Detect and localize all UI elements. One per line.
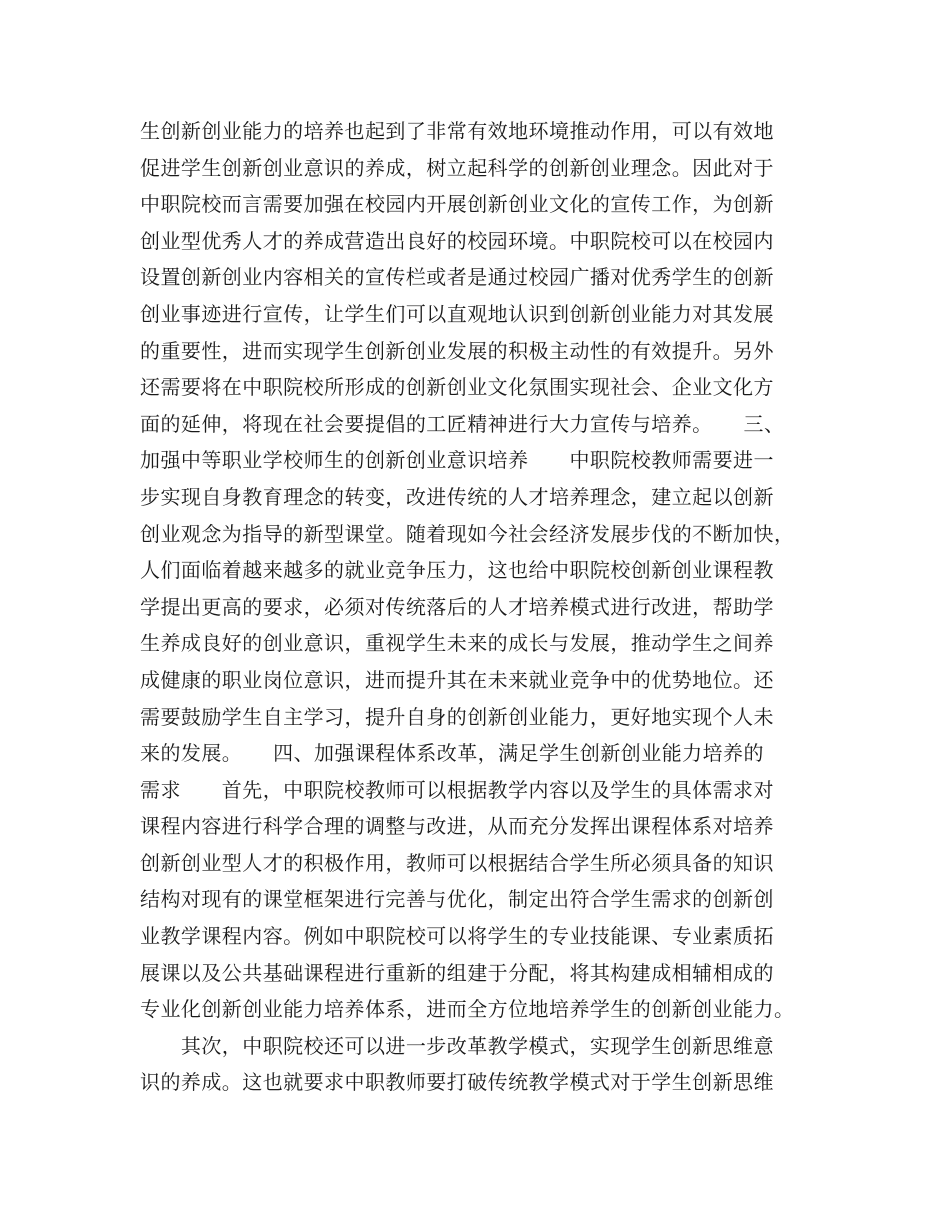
text-line-9: 面的延伸，将现在社会要提倡的工匠精神进行大力宣传与培养。 三、 [140, 411, 785, 436]
text-line-6: 创业事迹进行宣传，让学生们可以直观地认识到创新创业能力对其发展 [140, 301, 774, 326]
text-line-27: 识的养成。这也就要求中职教师要打破传统教学模式对于学生创新思维 [140, 1070, 774, 1095]
text-line-1: 生创新创业能力的培养也起到了非常有效地环境推动作用，可以有效地 [140, 119, 774, 143]
text-line-18: 来的发展。 四、加强课程体系改革，满足学生创新创业能力培养的 [140, 741, 764, 766]
text-line-23: 业教学课程内容。例如中职院校可以将学生的专业技能课、专业素质拓 [140, 924, 774, 949]
text-line-24: 展课以及公共基础课程进行重新的组建于分配，将其构建成相辅相成的 [140, 960, 774, 985]
text-line-2: 促进学生创新创业意识的养成，树立起科学的创新创业理念。因此对于 [140, 155, 774, 180]
text-line-21: 创新创业型人才的积极作用，教师可以根据结合学生所必须具备的知识 [140, 850, 774, 875]
text-line-16: 成健康的职业岗位意识，进而提升其在未来就业竞争中的优势地位。还 [140, 667, 774, 692]
text-line-17: 需要鼓励学生自主学习，提升自身的创新创业能力，更好地实现个人未 [140, 704, 774, 729]
text-line-25: 专业化创新创业能力培养体系，进而全方位地培养学生的创新创业能力。 [140, 997, 795, 1022]
text-line-20: 课程内容进行科学合理的调整与改进，从而充分发挥出课程体系对培养 [140, 814, 774, 839]
text-line-15: 生养成良好的创业意识，重视学生未来的成长与发展，推动学生之间养 [140, 631, 774, 656]
text-line-26: 其次，中职院校还可以进一步改革教学模式，实现学生创新思维意 [140, 1033, 774, 1058]
text-line-7: 的重要性，进而实现学生创新创业发展的积极主动性的有效提升。另外 [140, 338, 774, 363]
text-line-8: 还需要将在中职院校所形成的创新创业文化氛围实现社会、企业文化方 [140, 375, 774, 400]
text-line-14: 学提出更高的要求，必须对传统落后的人才培养模式进行改进，帮助学 [140, 594, 774, 619]
text-line-11: 步实现自身教育理念的转变，改进传统的人才培养理念，建立起以创新 [140, 484, 774, 509]
text-line-19: 需求 首先，中职院校教师可以根据教学内容以及学生的具体需求对 [140, 777, 774, 802]
text-line-13: 人们面临着越来越多的就业竞争压力，这也给中职院校创新创业课程教 [140, 558, 774, 583]
body-text [140, 113, 830, 1101]
text-line-22: 结构对现有的课堂框架进行完善与优化，制定出符合学生需求的创新创 [140, 887, 774, 912]
text-line-3: 中职院校而言需要加强在校园内开展创新创业文化的宣传工作，为创新 [140, 192, 774, 217]
text-line-10: 加强中等职业学校师生的创新创业意识培养 中职院校教师需要进一 [140, 448, 774, 473]
text-line-12: 创业观念为指导的新型课堂。随着现如今社会经济发展步伐的不断加快， [140, 521, 795, 546]
text-line-4: 创业型优秀人才的养成营造出良好的校园环境。中职院校可以在校园内 [140, 228, 774, 253]
text-line-5: 设置创新创业内容相关的宣传栏或者是通过校园广播对优秀学生的创新 [140, 265, 774, 290]
